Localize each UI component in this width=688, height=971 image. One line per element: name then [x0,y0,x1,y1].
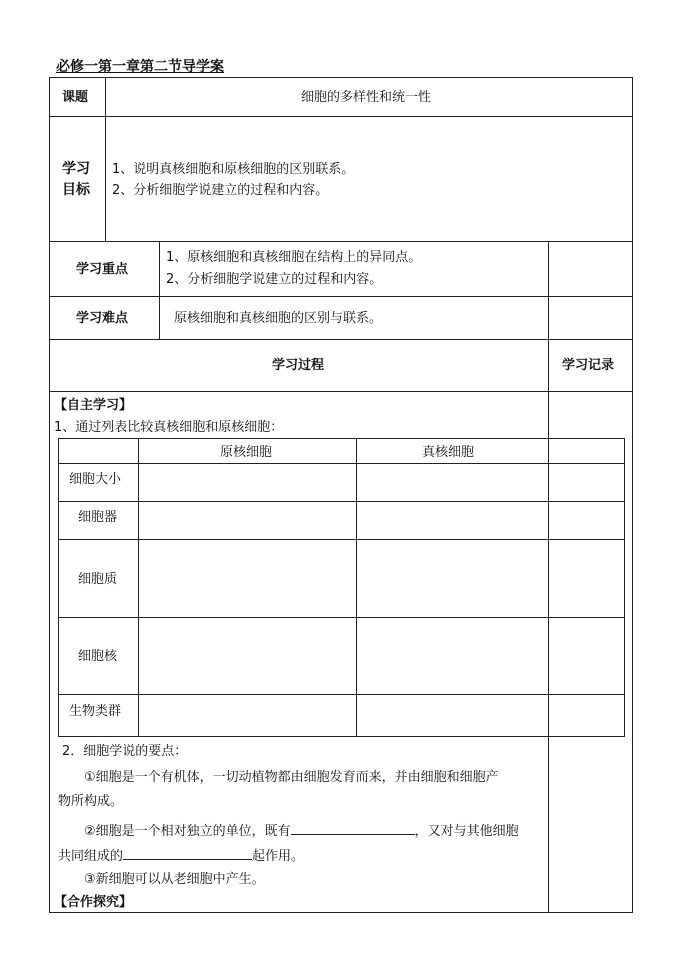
objective-item-1: 1、说明真核细胞和原核细胞的区别联系。 [112,162,355,177]
inner-table-top [58,438,625,439]
row-divider-difficulties [49,339,633,340]
inner-col-left [58,438,59,737]
keypoints-label: 学习重点 [76,262,129,277]
record-col-divider [548,241,549,913]
table-border-top [49,77,633,78]
row-label-nucleus: 细胞核 [78,649,118,664]
row-divider-keypoints [49,296,633,297]
row-label-cytoplasm: 细胞质 [78,572,118,587]
objective-item-2: 2、分析细胞学说建立的过程和内容。 [112,183,329,198]
col-header-prokaryote: 原核细胞 [220,445,273,460]
topic-value: 细胞的多样性和统一性 [301,90,432,105]
self-study-q1: 1、通过列表比较真核细胞和原核细胞： [54,420,284,435]
inner-table-bottom [58,736,625,737]
fill-blank-1[interactable] [291,822,415,835]
label-col-divider-2 [159,241,160,339]
cell-theory-point-2-text-a: ②细胞是一个相对独立的单位，既有 [84,824,291,839]
inner-row-line-4 [58,617,625,618]
cooperation-title: 【合作探究】 [54,895,133,910]
row-label-cell-size: 细胞大小 [69,472,122,487]
fill-blank-2[interactable] [123,847,252,860]
cell-theory-point-2-text-d: 起作用。 [252,849,305,864]
inner-row-line-1 [58,463,625,464]
inner-row-line-5 [58,694,625,695]
objectives-label-line2: 目标 [62,182,90,198]
inner-col-1 [138,438,139,737]
difficulties-value: 原核细胞和真核细胞的区别与联系。 [174,311,383,326]
cell-theory-point-2-line2 [58,847,304,863]
self-study-q2: 2．细胞学说的要点： [62,744,188,759]
cell-theory-point-1-line2: 物所构成。 [58,794,124,809]
process-header: 学习过程 [272,358,325,373]
self-study-title: 【自主学习】 [54,398,133,413]
table-border-left [49,77,50,913]
cell-theory-point-2-text-b: ，又对与其他细胞 [414,824,519,839]
inner-row-line-2 [58,501,625,502]
keypoint-item-1: 1、原核细胞和真核细胞在结构上的异同点。 [166,250,422,265]
topic-label: 课题 [62,90,89,105]
inner-col-2 [356,438,357,737]
row-label-organelles: 细胞器 [78,510,118,525]
cell-theory-point-1-line1: ①细胞是一个有机体，一切动植物都由细胞发育而来，并由细胞和细胞产 [84,770,499,785]
row-divider-topic [49,116,633,117]
table-border-bottom [49,912,633,913]
row-divider-objectives [49,241,633,242]
objectives-label-line1: 学习 [62,161,90,177]
row-label-organism-groups: 生物类群 [69,704,122,719]
difficulties-label: 学习难点 [76,311,129,326]
col-header-eukaryote: 真核细胞 [422,445,475,460]
row-divider-process-header [49,391,633,392]
cell-theory-point-2-line1 [84,822,519,838]
document-title: 必修一第一章第二节导学案 [56,59,224,75]
record-header: 学习记录 [562,358,615,373]
inner-row-line-3 [58,539,625,540]
keypoint-item-2: 2、分析细胞学说建立的过程和内容。 [166,272,383,287]
cell-theory-point-2-text-c: 共同组成的 [58,849,124,864]
inner-col-right [624,438,625,737]
cell-theory-point-3: ③新细胞可以从老细胞中产生。 [84,872,265,887]
table-border-right [632,77,633,913]
label-col-divider [105,77,106,241]
